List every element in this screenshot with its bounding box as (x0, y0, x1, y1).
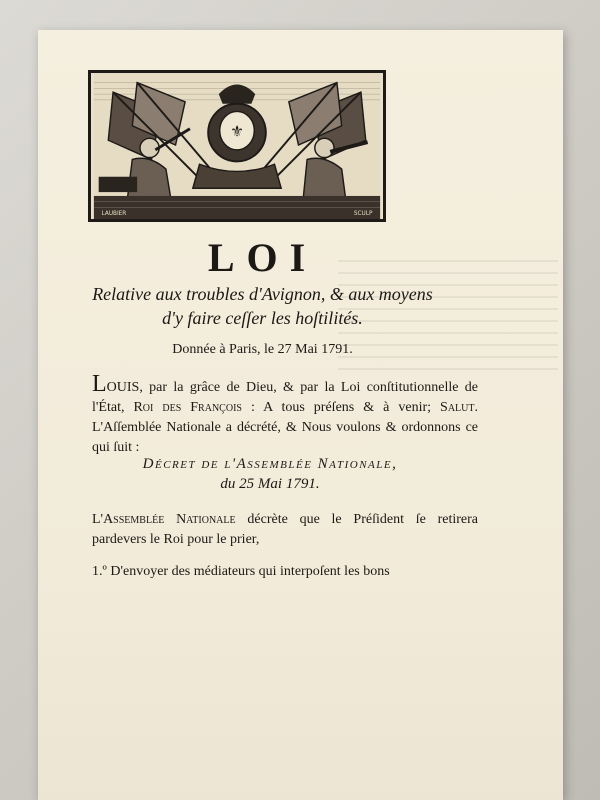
salut-word: Salut. (440, 400, 478, 415)
date-given: Donnée à Paris, le 27 Mai 1791. (172, 342, 353, 357)
decree-heading (60, 454, 480, 494)
preamble-text-c: L'Aſſemblée Nationale a décrété, & Nous voulons & ordonnons ce qui ſuit : (92, 420, 478, 455)
svg-text:⚜: ⚜ (230, 122, 244, 141)
king-name: OUIS (106, 380, 140, 395)
preamble-paragraph (92, 371, 478, 458)
decree-text: décrète que le Préſident ſe retirera pardevers le Roi pour le prier, (92, 512, 478, 547)
king-title: Roi des François (133, 400, 242, 415)
vignette-left-caption: LAUBIER (101, 211, 127, 218)
woodcut-vignette (88, 70, 386, 222)
subtitle-line-2: d'y faire ceſſer les hoſtilités. (162, 308, 363, 328)
vignette-illustration (91, 73, 383, 219)
article-1-paragraph: 1.º D'envoyer des médiateurs qui interpoſent les bons (92, 564, 390, 579)
subtitle-line-1: Relative aux troubles d'Avignon, & aux moyens (92, 284, 433, 304)
document-title: LOI (207, 235, 318, 280)
vignette-right-caption: SCULP (353, 211, 373, 218)
preamble-text-b: : A tous préſens & à venir; (241, 400, 441, 415)
assembly-name: L'Assemblée Nationale (92, 512, 236, 527)
decree-heading-line-2: du 25 Mai 1791. (220, 476, 320, 492)
preamble-text-a: , par la grâce de Dieu, & par la Loi conſtitutionnelle de l'État, (92, 380, 478, 415)
document-subtitle (60, 282, 465, 330)
decree-heading-line-1: Décret de l'Assemblée Nationale, (142, 456, 398, 472)
drop-cap: L (92, 371, 107, 397)
decree-paragraph (92, 510, 478, 550)
